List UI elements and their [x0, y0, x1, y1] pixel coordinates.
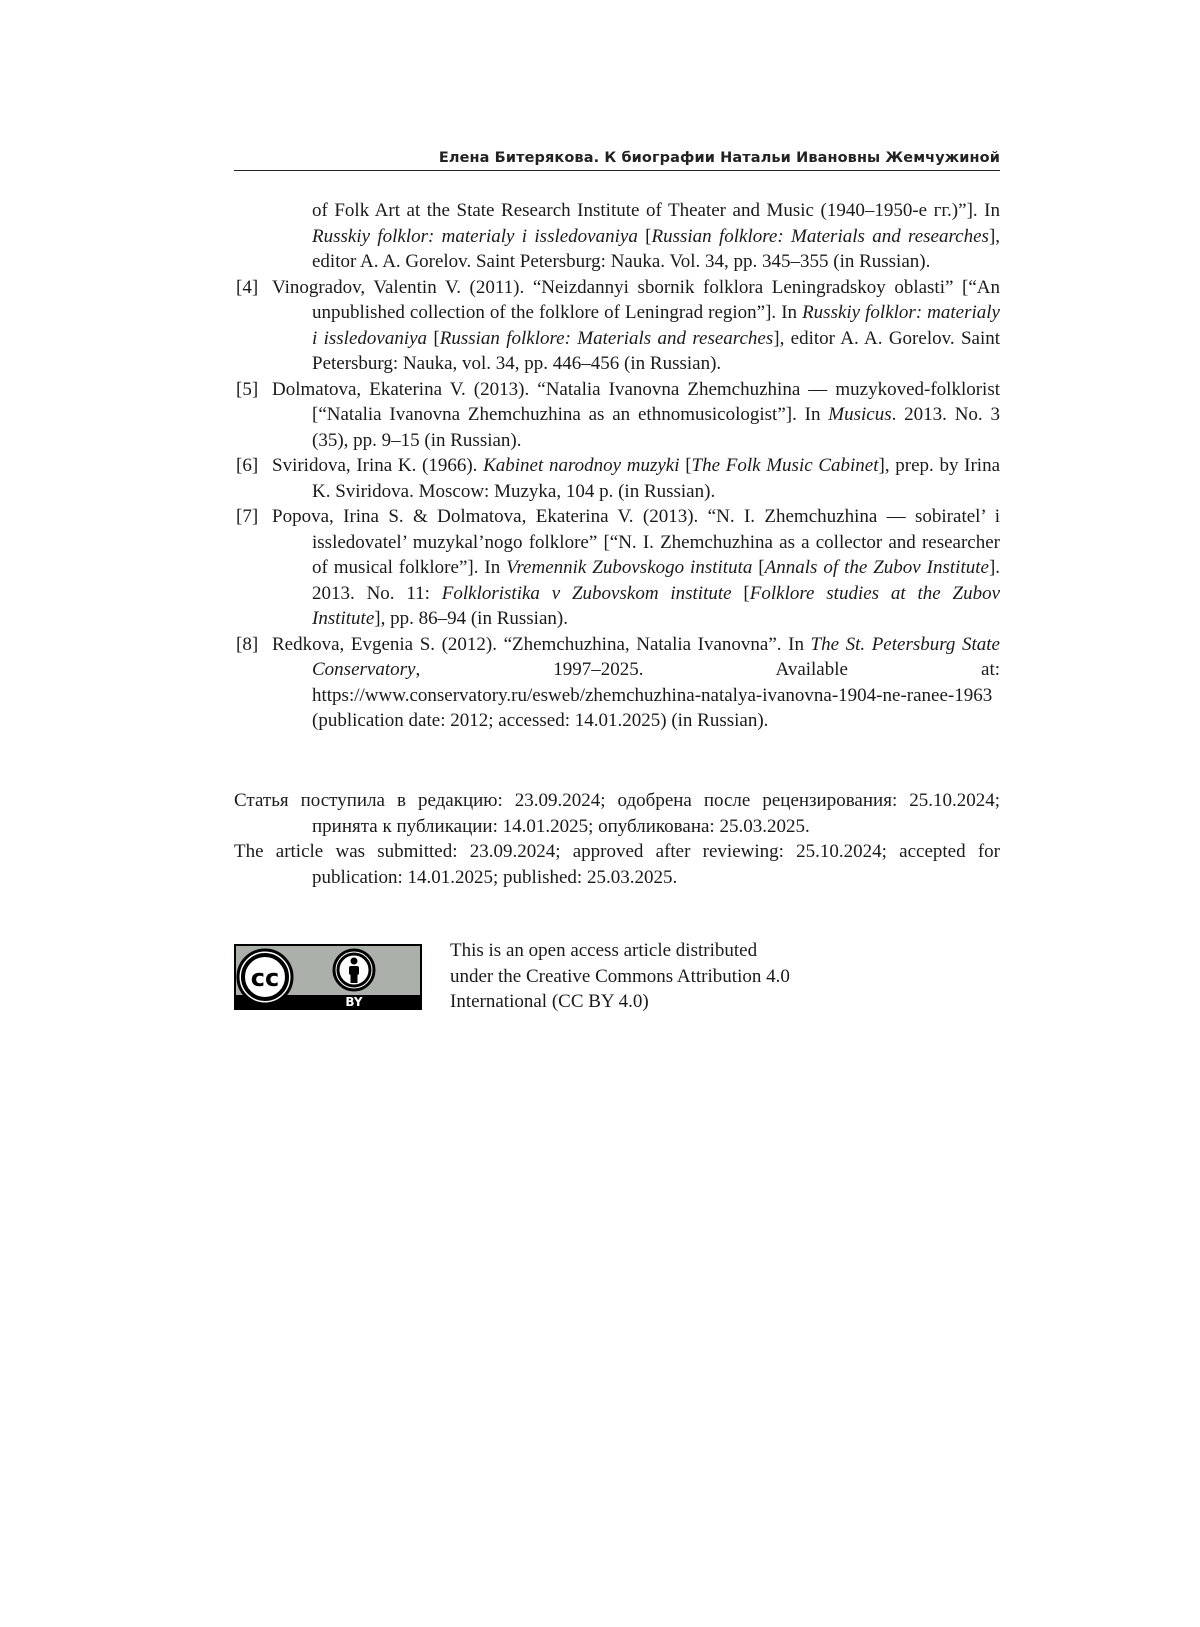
ref-text: ]. 2013. No. 11:: [312, 557, 1001, 604]
ref-italic: Russkiy folklor: materialy i issledovaniya: [312, 302, 1000, 349]
ref-text: ], pp. 86–94 (in Russian).: [374, 608, 568, 629]
license-line: International (CC BY 4.0): [450, 991, 649, 1012]
ref-italic: Musicus: [828, 404, 892, 425]
reference-5: [234, 377, 1000, 454]
ref-text: [: [752, 557, 765, 578]
reference-number: [5]: [236, 378, 259, 400]
ref-italic: Russian folklore: Materials and researches: [439, 327, 774, 349]
by-label: BY: [345, 995, 363, 1009]
ref-text: [: [637, 225, 652, 247]
ref-text: , 1997–2025. Available at: https://www.conservatory.ru/esweb/zhemchuzhina-natalya-ivanovna-1904-ne-ranee-1963 (publication date: 2012; accessed: 14.01.2025) (in Russian).: [312, 659, 1000, 731]
cc-glyph: cc: [250, 964, 280, 992]
ref-text: ], editor A. A. Gorelov. Saint Petersburg: Nauka, vol. 34, pp. 446–456 (in Russian).: [312, 327, 1001, 374]
ref-italic: Annals of the Zubov Institute: [764, 557, 989, 578]
running-header: Елена Битерякова. К биографии Натальи Ивановны Жемчужиной: [438, 150, 1000, 166]
license-block: [234, 938, 1000, 1018]
header-rule: [234, 170, 1000, 171]
reference-6: [234, 453, 1000, 504]
license-text: [450, 938, 970, 1015]
ref-italic: Kabinet narodnoy muzyki: [483, 455, 680, 476]
reference-7: [234, 504, 1000, 632]
ref-text: Vinogradov, Valentin V. (2011). “Neizdannyi sbornik folklora Leningradskoy oblasti” [“An unpublished collection of the folklore of Leningrad region”]. In: [272, 276, 1000, 323]
ref-text: Redkova, Evgenia S. (2012). “Zhemchuzhina, Natalia Ivanovna”. In: [272, 633, 811, 655]
cc-by-license-icon: [234, 944, 422, 1010]
license-line: This is an open access article distributed: [450, 940, 758, 961]
reference-number: [4]: [236, 276, 259, 298]
license-line: under the Creative Commons Attribution 4.0: [450, 965, 790, 987]
ref-text: of Folk Art at the State Research Institute of Theater and Music (1940–1950-е гг.)”]. In: [312, 200, 1000, 221]
ref-italic: Russkiy folklor: materialy i issledovaniya: [312, 225, 638, 247]
reference-3-continuation: [234, 198, 1000, 275]
ref-text: Dolmatova, Ekaterina V. (2013). “Natalia Ivanovna Zhemchuzhina — muzykoved-folklorist [“Natalia Ivanovna Zhemchuzhina as an ethnomusicologist”]. In: [272, 378, 1000, 425]
ref-italic: Folkloristika v Zubovskom institute: [441, 582, 732, 604]
ref-text: Popova, Irina S. & Dolmatova, Ekaterina V. (2013). “N. I. Zhemchuzhina — sobiratel’ i issledovatel’ muzykal’nogo folklore” [“N. I. Zhemchuzhina as a collector and researcher of musical folklore”]. In: [272, 506, 1000, 578]
ref-italic: Russian folklore: Materials and researches: [651, 225, 989, 247]
reference-number: [8]: [236, 633, 259, 655]
ref-text: ], editor A. A. Gorelov. Saint Petersburg: Nauka. Vol. 34, pp. 345–355 (in Russian).: [312, 225, 1001, 272]
reference-number: [7]: [236, 506, 259, 527]
reference-number: [6]: [236, 455, 259, 476]
ref-italic: The Folk Music Cabinet: [691, 455, 879, 476]
dates-russian: Статья поступила в редакцию: 23.09.2024; одобрена после рецензирования: 25.10.2024; принята к публикации: 14.01.2025; опубликована: 25.03.2025.: [234, 790, 1000, 837]
ref-italic: The St. Petersburg State Conservatory: [312, 633, 1000, 680]
ref-text: [: [731, 582, 750, 604]
dates-english: The article was submitted: 23.09.2024; approved after reviewing: 25.10.2024; accepted for publication: 14.01.2025; published: 25.03.2025.: [234, 841, 1000, 888]
article-dates: [234, 788, 1000, 890]
ref-text: [: [427, 327, 440, 349]
ref-italic: Folklore studies at the Zubov Institute: [312, 582, 1001, 629]
ref-text: ], prep. by Irina K. Sviridova. Moscow: Muzyka, 104 p. (in Russian).: [312, 455, 1001, 502]
reference-list: [234, 198, 1000, 734]
ref-italic: Vremennik Zubovskogo instituta: [506, 557, 753, 578]
reference-8: [234, 632, 1000, 734]
ref-text: Sviridova, Irina K. (1966).: [272, 455, 484, 476]
ref-text: [: [679, 455, 692, 476]
reference-4: [234, 275, 1000, 377]
ref-text: . 2013. No. 3 (35), pp. 9–15 (in Russian).: [312, 404, 1000, 451]
